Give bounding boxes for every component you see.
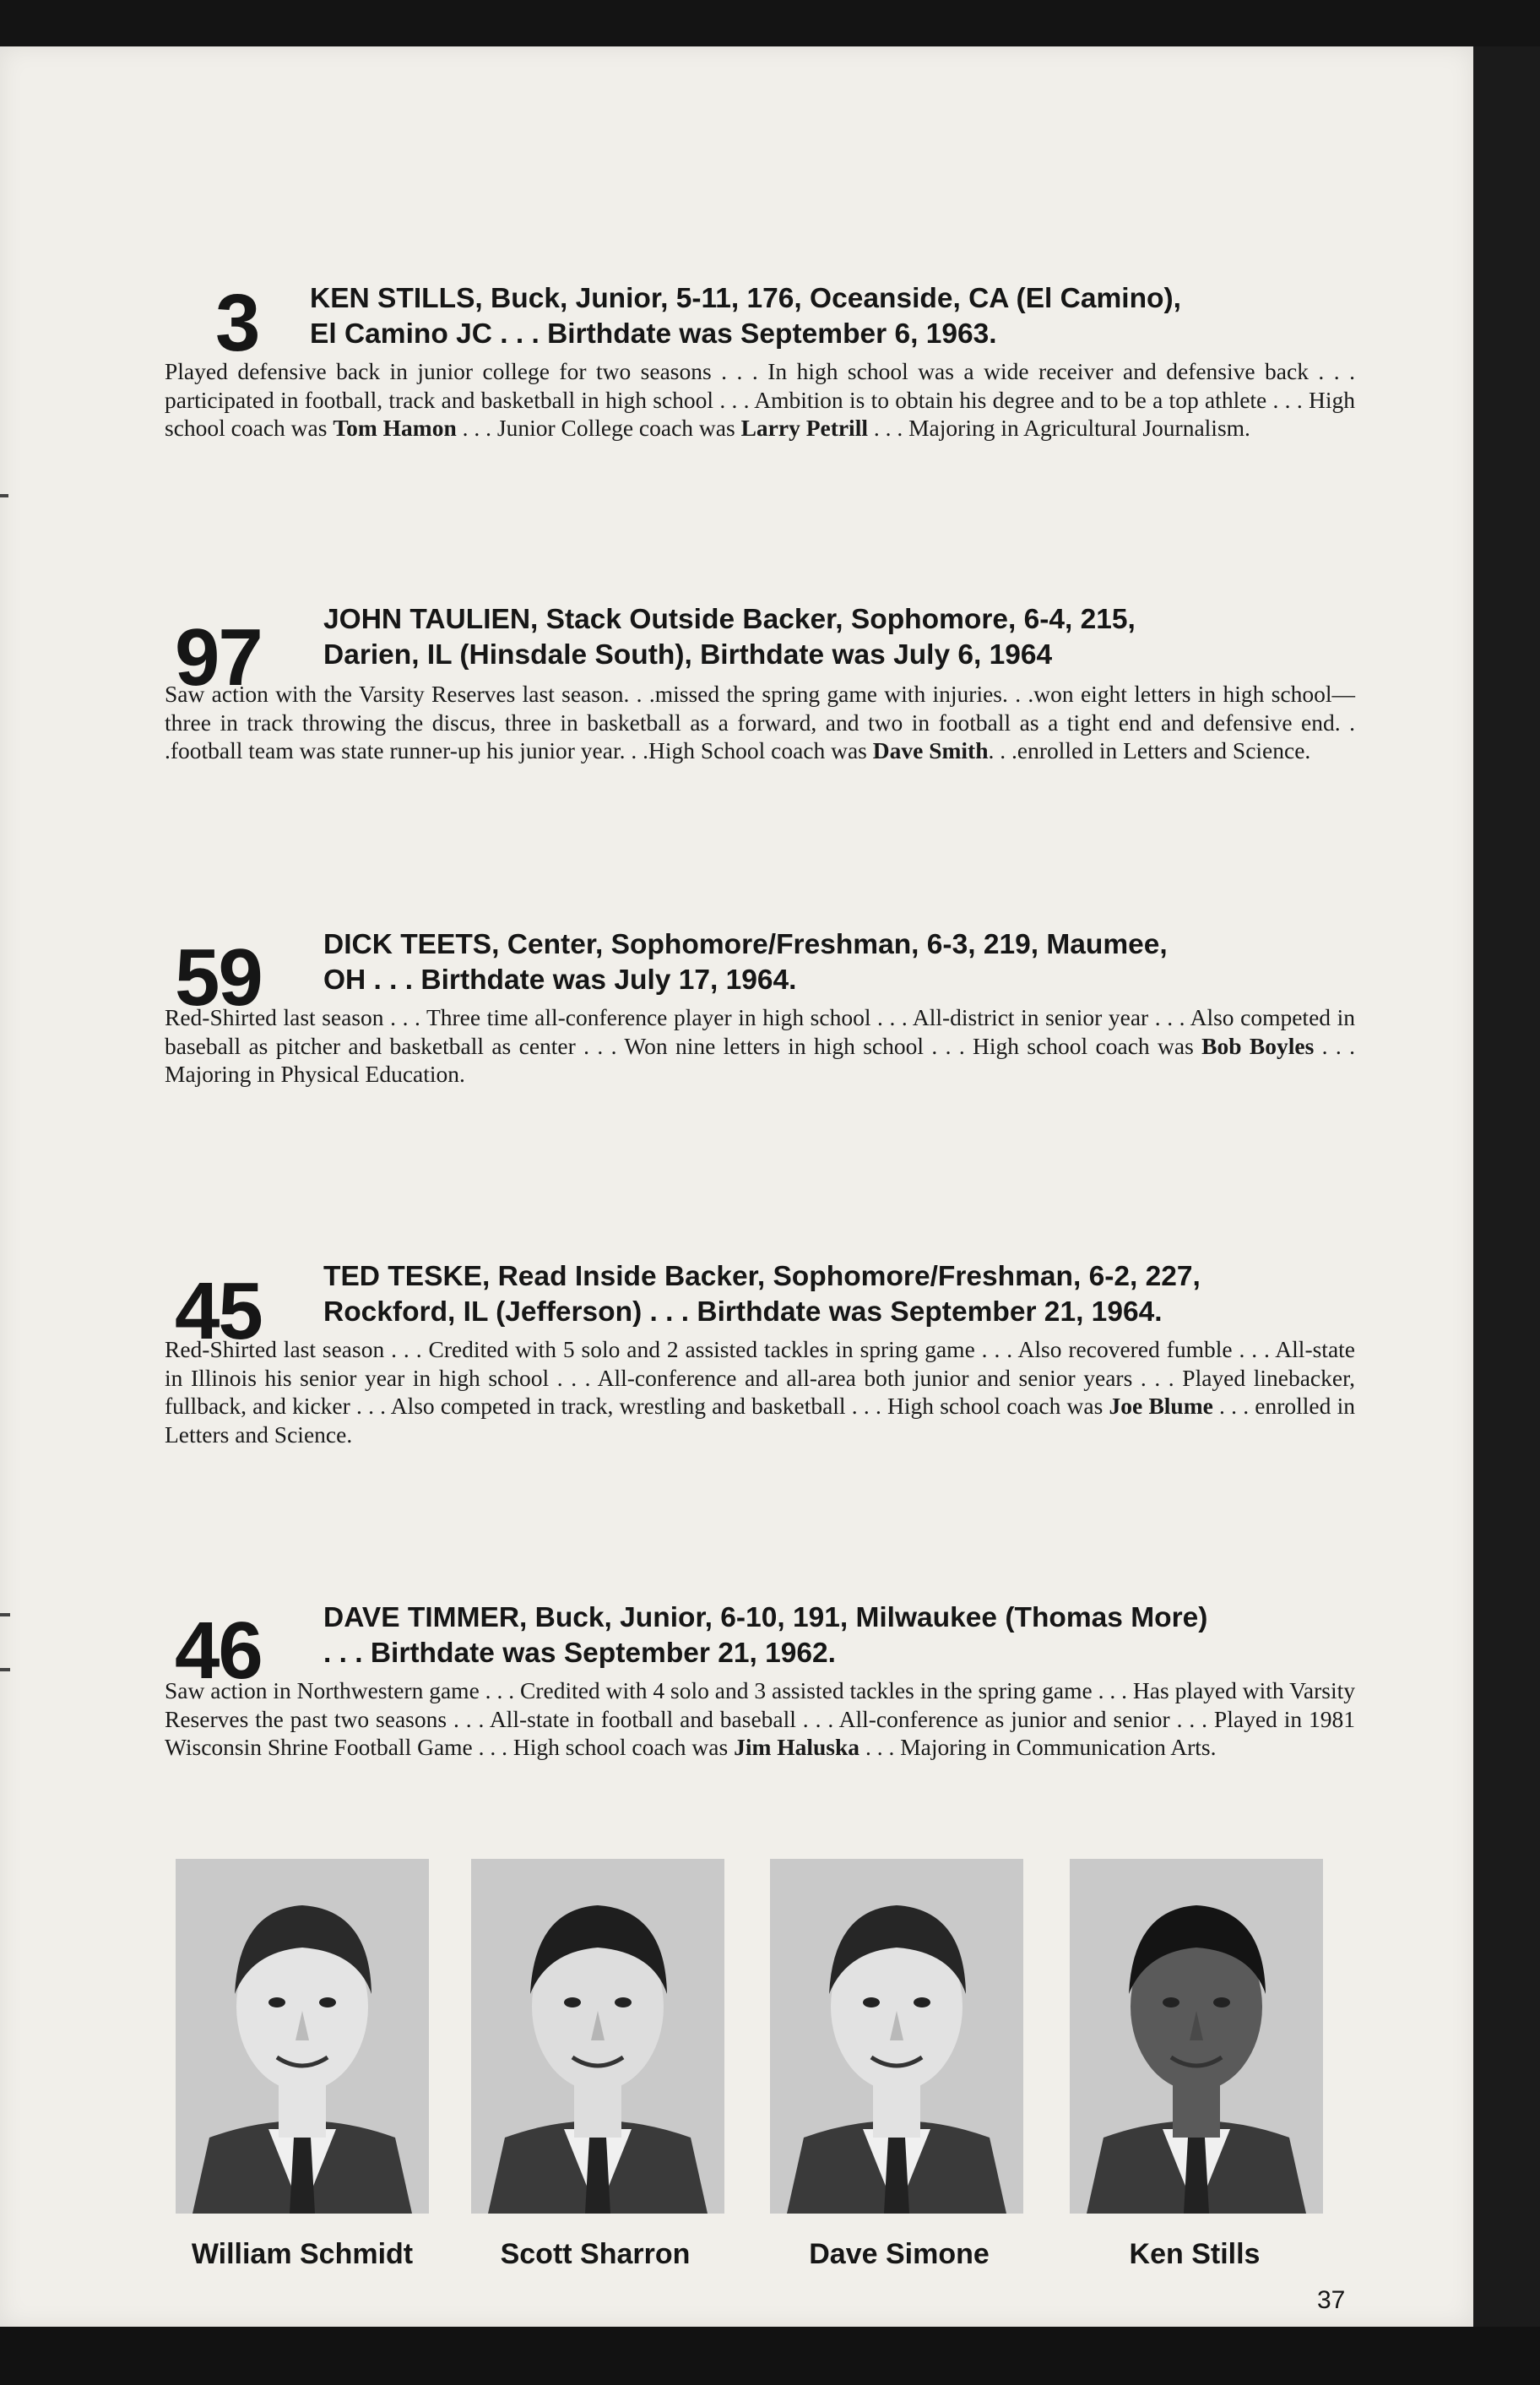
portrait-illustration <box>770 1859 1023 2214</box>
jersey-number: 97 <box>175 612 262 703</box>
coach-name: Bob Boyles <box>1201 1032 1315 1059</box>
coach-name: Jim Haluska <box>734 1734 860 1760</box>
portrait-illustration <box>1070 1859 1323 2214</box>
jersey-number: 45 <box>175 1266 262 1356</box>
player-photo <box>1070 1859 1323 2214</box>
photo-caption: Dave Simone <box>809 2238 990 2270</box>
jersey-number: 59 <box>175 932 262 1023</box>
coach-name: Larry Petrill <box>740 415 868 441</box>
heading-line-1: DICK TEETS, Center, Sophomore/Freshman, 6-3, 219, Maumee, <box>323 929 1168 960</box>
heading-line-2: OH . . . Birthdate was July 17, 1964. <box>323 964 797 996</box>
player-heading <box>323 602 1136 673</box>
scan-bottom <box>0 2327 1540 2385</box>
portrait-illustration <box>176 1859 429 2214</box>
player-photo <box>471 1859 724 2214</box>
portrait-illustration <box>471 1859 724 2214</box>
player-bio: Saw action in Northwestern game . . . Credited with 4 solo and 3 assisted tackles in the spring game . . . Has played with Varsity Reserves the past two seasons . . . All-state in football and baseball . . . All-conference as junior and senior . . . Played in 1981 Wisconsin Shrine Football Game . . . High school coach was Jim Haluska . . . Majoring in Communication Arts. <box>165 1677 1355 1760</box>
heading-line-2: Rockford, IL (Jefferson) . . . Birthdate was September 21, 1964. <box>323 1296 1163 1328</box>
jersey-number: 46 <box>175 1605 262 1696</box>
photo-caption: Scott Sharron <box>500 2238 691 2270</box>
player-photo <box>770 1859 1023 2214</box>
coach-name: Dave Smith <box>872 737 989 763</box>
heading-line-1: JOHN TAULIEN, Stack Outside Backer, Sophomore, 6-4, 215, <box>323 604 1136 635</box>
photo-caption: Ken Stills <box>1129 2238 1261 2270</box>
player-bio: Saw action with the Varsity Reserves last season. . .missed the spring game with injuries. . .won eight letters in high school—three in track throwing the discus, three in basketball as a forward, and two in football as a tight end and defensive end. . .football team was state runner-up his junior year. . .High School coach was Dave Smith. . .enrolled in Letters and Science. <box>165 681 1355 763</box>
player-bio: Red-Shirted last season . . . Credited with 5 solo and 2 assisted tackles in spring game . . . Also recovered fumble . . . All-state in Illinois his senior year in high school . . . All-conference and all-area both junior and senior years . . . Played linebacker, fullback, and kicker . . . Also competed in track, wrestling and basketball . . . High school coach was Joe Blume . . . enrolled in Letters and Science. <box>165 1336 1355 1448</box>
scan-edge <box>1473 46 1540 2327</box>
player-bio: Played defensive back in junior college for two seasons . . . In high school was a wide receiver and defensive back . . . participated in football, track and basketball in high school . . . Ambition is to obtain his degree and to be a top athlete . . . High school coach was Tom Hamon . . . Junior College coach was Larry Petrill . . . Majoring in Agricultural Journalism. <box>165 358 1355 441</box>
page-number: 37 <box>1317 2286 1346 2314</box>
photo-caption: William Schmidt <box>191 2238 414 2270</box>
player-heading <box>310 281 1181 352</box>
jersey-number: 3 <box>215 278 259 368</box>
binding-mark <box>0 1668 10 1671</box>
heading-line-2: El Camino JC . . . Birthdate was September 6, 1963. <box>310 318 997 350</box>
roster-page <box>0 46 1473 2327</box>
player-heading <box>323 927 1168 998</box>
heading-line-1: TED TESKE, Read Inside Backer, Sophomore/Freshman, 6-2, 227, <box>323 1261 1201 1292</box>
player-photo <box>176 1859 429 2214</box>
player-heading <box>323 1600 1207 1671</box>
binding-mark <box>0 494 8 497</box>
heading-line-2: Darien, IL (Hinsdale South), Birthdate was July 6, 1964 <box>323 639 1053 671</box>
heading-line-1: KEN STILLS, Buck, Junior, 5-11, 176, Oceanside, CA (El Camino), <box>310 283 1181 314</box>
player-heading <box>323 1259 1201 1330</box>
coach-name: Tom Hamon <box>333 415 457 441</box>
heading-line-1: DAVE TIMMER, Buck, Junior, 6-10, 191, Milwaukee (Thomas More) <box>323 1602 1208 1633</box>
binding-mark <box>0 1613 10 1616</box>
heading-line-2: . . . Birthdate was September 21, 1962. <box>323 1638 836 1669</box>
player-bio: Red-Shirted last season . . . Three time all-conference player in high school . . . All-district in senior year . . . Also competed in baseball as pitcher and basketball as center . . . Won nine letters in high school . . . High school coach was Bob Boyles . . . Majoring in Physical Education. <box>165 1004 1356 1087</box>
coach-name: Joe Blume <box>1109 1393 1213 1419</box>
